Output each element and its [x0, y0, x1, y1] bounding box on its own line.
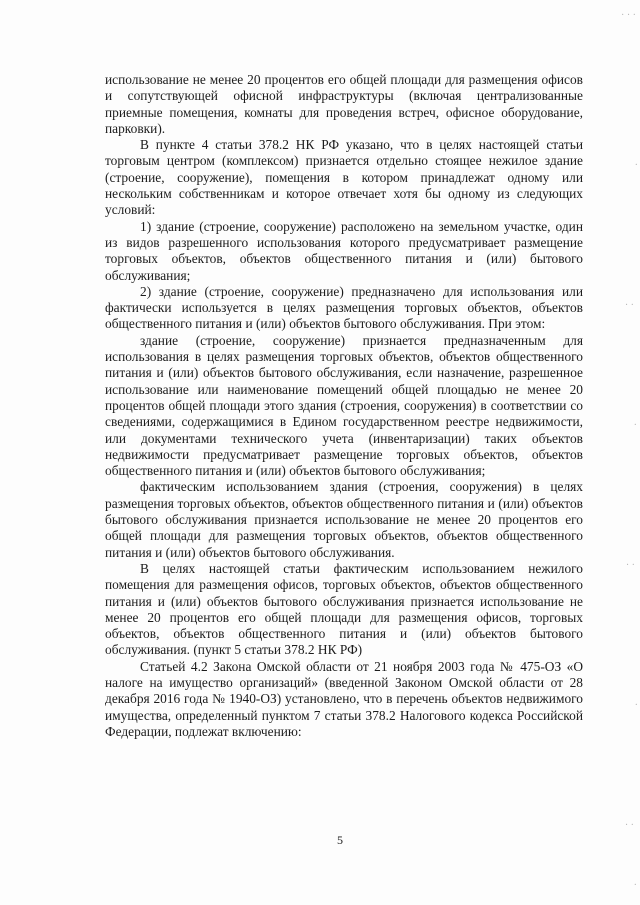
- paragraph-8: Статьей 4.2 Закона Омской области от 21 ноября 2003 года № 475-ОЗ «О налоге на имущество организаций» (введенной Законом Омской области от 28 декабря 2016 года № 1940-ОЗ) установлено, что в перечень объектов недвижимого имущества, определенный пунктом 7 статьи 378.2 Налогового кодекса Российской Федерации, подлежат включению:: [105, 658, 583, 739]
- paragraph-4: 2) здание (строение, сооружение) предназначено для использования или фактически используется в целях размещения торговых объектов, объектов общественного питания и (или) объектов бытового обслуживания. При этом:: [105, 283, 583, 332]
- scan-bleed-through: · · · · · · · · · · · · ·: [621, 10, 638, 891]
- paragraph-5: здание (строение, сооружение) признается предназначенным для использования в целях размещения торговых объектов, объектов общественного питания и (или) объектов бытового обслуживания, если назначение, разрешенное использование или наименование помещений общей площадью не менее 20 процентов общей площади этого здания (строения, сооружения) в соответствии со сведениями, содержащимися в Едином государственном реестре недвижимости, или документами технического учета (инвентаризации) таких объектов недвижимости предусматривает размещение торговых объектов, объектов общественного питания и (или) объектов бытового обслуживания;: [105, 332, 583, 479]
- paragraph-3: 1) здание (строение, сооружение) расположено на земельном участке, один из видов разрешенного использования которого предусматривает размещение торговых объектов, объектов общественного питания и (или) бытового обслуживания;: [105, 218, 583, 283]
- paragraph-7: В целях настоящей статьи фактическим использованием нежилого помещения для размещения офисов, торговых объектов, объектов общественного питания и (или) объектов бытового обслуживания признается использование не менее 20 процентов его общей площади для размещения офисов, торговых объектов, объектов общественного питания и (или) объектов бытового обслуживания. (пункт 5 статьи 378.2 НК РФ): [105, 560, 583, 658]
- paragraph-1: использование не менее 20 процентов его общей площади для размещения офисов и сопутствующей офисной инфраструктуры (включая централизованные приемные помещения, комнаты для проведения встреч, офисное оборудование, парковки).: [105, 72, 583, 136]
- paragraph-2: В пункте 4 статьи 378.2 НК РФ указано, что в целях настоящей статьи торговым центром (комплексом) признается отдельно стоящее нежилое здание (строение, сооружение), помещения в котором принадлежат одному или нескольким собственникам и которое отвечает хотя бы одному из следующих условий:: [105, 137, 583, 218]
- document-body: [105, 72, 583, 740]
- paragraph-6: фактическим использованием здания (строения, сооружения) в целях размещения торговых объектов, объектов общественного питания и (или) объектов бытового обслуживания признается использование не менее 20 процентов его общей площади для размещения торговых объектов, объектов общественного питания и (или) объектов бытового обслуживания.: [105, 479, 583, 560]
- page-number: 5: [337, 833, 343, 847]
